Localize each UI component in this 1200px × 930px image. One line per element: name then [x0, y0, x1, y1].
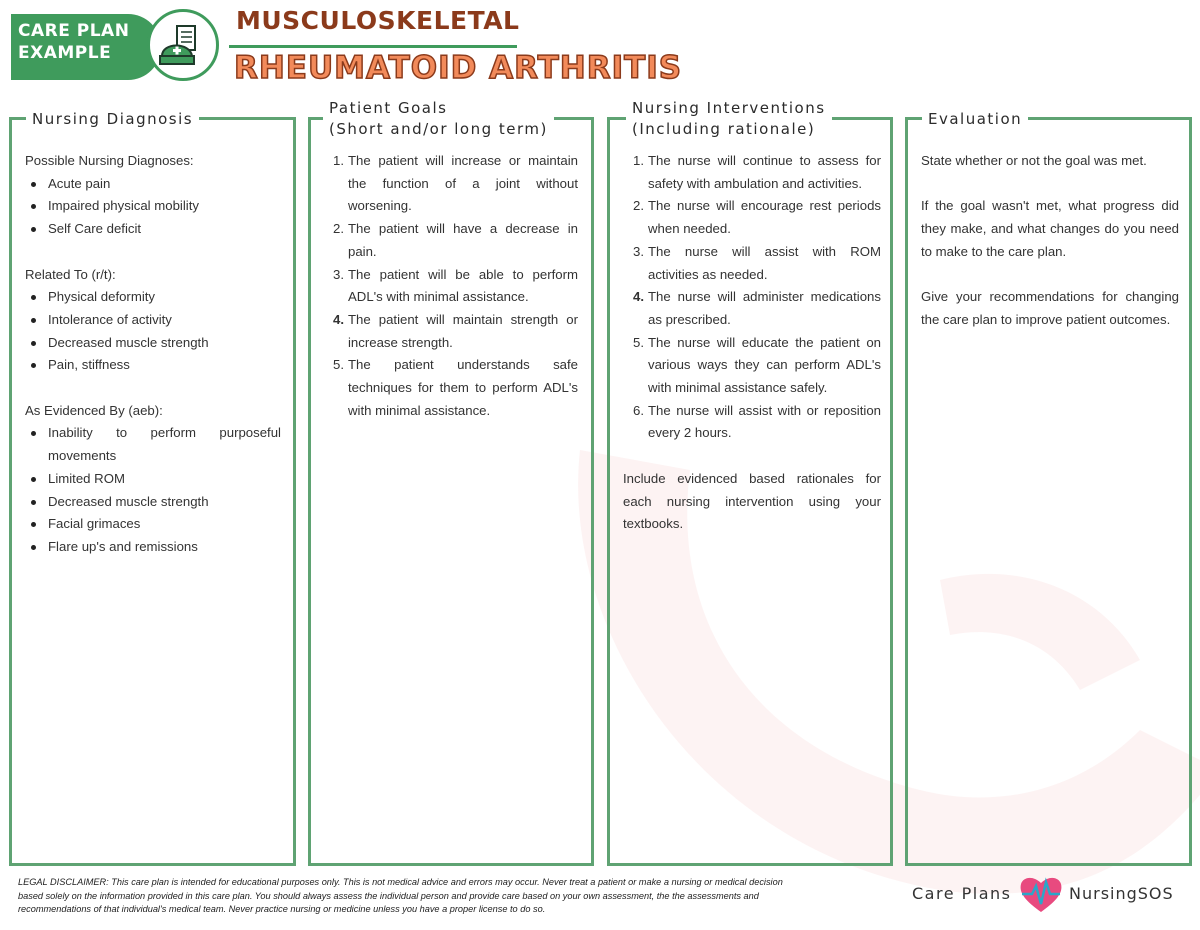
- list-item: Facial grimaces: [25, 513, 281, 536]
- nursing-interventions-heading-line-1: Nursing Interventions: [632, 99, 826, 117]
- list-item: Flare up's and remissions: [25, 536, 281, 559]
- badge-line-1: CARE PLAN: [18, 21, 130, 41]
- list-item: Pain, stiffness: [25, 354, 281, 377]
- related-to-list: [25, 286, 281, 377]
- evaluation-heading-text: Evaluation: [928, 110, 1023, 128]
- evidenced-by-list: [25, 422, 281, 558]
- list-item: 4. The patient will maintain strength or increase strength.: [333, 311, 578, 350]
- nursing-diagnosis-heading-text: Nursing Diagnosis: [32, 110, 194, 128]
- possible-diagnoses-list: [25, 173, 281, 241]
- patient-goals-heading-line-1: Patient Goals: [329, 99, 448, 117]
- list-item: Decreased muscle strength: [25, 332, 281, 355]
- badge-line-2: EXAMPLE: [18, 43, 112, 63]
- list-item: 1. The patient will increase or maintain the function of a joint without worsening.: [333, 153, 578, 214]
- list-item: 5. The patient understands safe techniques for them to perform ADL's with minimal assistance.: [333, 357, 578, 418]
- list-item: Physical deformity: [25, 286, 281, 309]
- nursing-interventions-heading: [626, 98, 832, 140]
- heart-pulse-icon: [1018, 874, 1064, 914]
- list-item: 2. The patient will have a decrease in pain.: [333, 221, 578, 259]
- nursing-diagnosis-column: [9, 110, 296, 866]
- nursing-interventions-column: [607, 99, 893, 866]
- evaluation-content: [921, 150, 1179, 332]
- evaluation-paragraph-3: Give your recommendations for changing the care plan to improve patient outcomes.: [921, 289, 1179, 327]
- patient-goals-content: [333, 150, 578, 422]
- list-item: Acute pain: [25, 173, 281, 196]
- nursing-interventions-heading-line-2: (Including rationale): [632, 120, 816, 138]
- page-title: RHEUMATOID ARTHRITIS: [234, 50, 683, 86]
- disclaimer-text: This care plan is intended for educational purposes only. This is not medical advice and errors may occur. Never treat a patient or make a nursing or medical decision based solely on the information provided in this care plan. You should always assess the individual person and provide care based on your own assessment, the the assessments and recommendations of that individual's medical team. Never practice nursing or medicine unless you have a proper license to do so.: [18, 877, 783, 914]
- brand-care-plans: Care Plans: [912, 884, 1012, 903]
- list-item: Limited ROM: [25, 468, 281, 491]
- related-to-label: Related To (r/t):: [25, 266, 116, 282]
- nurse-cap-icon: [147, 9, 219, 81]
- patient-goals-column: [308, 99, 594, 866]
- patient-goals-list: [333, 150, 578, 422]
- nursing-interventions-list: [623, 150, 881, 445]
- brand-nursingsos: NursingSOS: [1069, 884, 1174, 903]
- care-plan-badge-text: [18, 20, 129, 64]
- list-item: Decreased muscle strength: [25, 491, 281, 514]
- possible-diagnoses-label: Possible Nursing Diagnoses:: [25, 153, 194, 168]
- category-title: MUSCULOSKELETAL: [236, 6, 520, 35]
- list-item: 5. The nurse will educate the patient on various ways they can perform ADL's with minimal assistance safely.: [633, 334, 881, 396]
- list-item: Impaired physical mobility: [25, 195, 281, 218]
- list-item: 3. The patient will be able to perform ADL's with minimal assistance.: [333, 266, 578, 305]
- interventions-note: Include evidenced based rationales for each nursing intervention using your textbooks.: [623, 470, 881, 532]
- evidenced-by-label: As Evidenced By (aeb):: [25, 402, 163, 418]
- patient-goals-heading-line-2: (Short and/or long term): [329, 120, 548, 138]
- patient-goals-heading: [323, 98, 554, 140]
- list-item: 6. The nurse will assist with or reposition every 2 hours.: [633, 402, 881, 441]
- list-item: 4. The nurse will administer medications as prescribed.: [633, 289, 881, 327]
- list-item: Intolerance of activity: [25, 309, 281, 332]
- list-item: 1. The nurse will continue to assess for safety with ambulation and activities.: [633, 153, 881, 191]
- evaluation-column: [905, 110, 1192, 866]
- list-item: 3. The nurse will assist with ROM activities as needed.: [633, 243, 881, 282]
- evaluation-heading: [922, 109, 1028, 130]
- list-item: 2. The nurse will encourage rest periods when needed.: [633, 198, 881, 237]
- list-item: Inability to perform purposeful movements: [25, 422, 281, 467]
- nursing-diagnosis-heading: [26, 109, 199, 130]
- nursing-diagnosis-content: [25, 150, 281, 559]
- title-divider: [229, 45, 517, 48]
- disclaimer-label: LEGAL DISCLAIMER:: [18, 877, 109, 887]
- list-item: Self Care deficit: [25, 218, 281, 241]
- evaluation-paragraph-2: If the goal wasn't met, what progress did they make, and what changes do you need to make to the care plan.: [921, 198, 1179, 259]
- nursing-interventions-content: [623, 150, 881, 536]
- legal-disclaimer: [18, 876, 808, 917]
- evaluation-paragraph-1: State whether or not the goal was met.: [921, 153, 1147, 168]
